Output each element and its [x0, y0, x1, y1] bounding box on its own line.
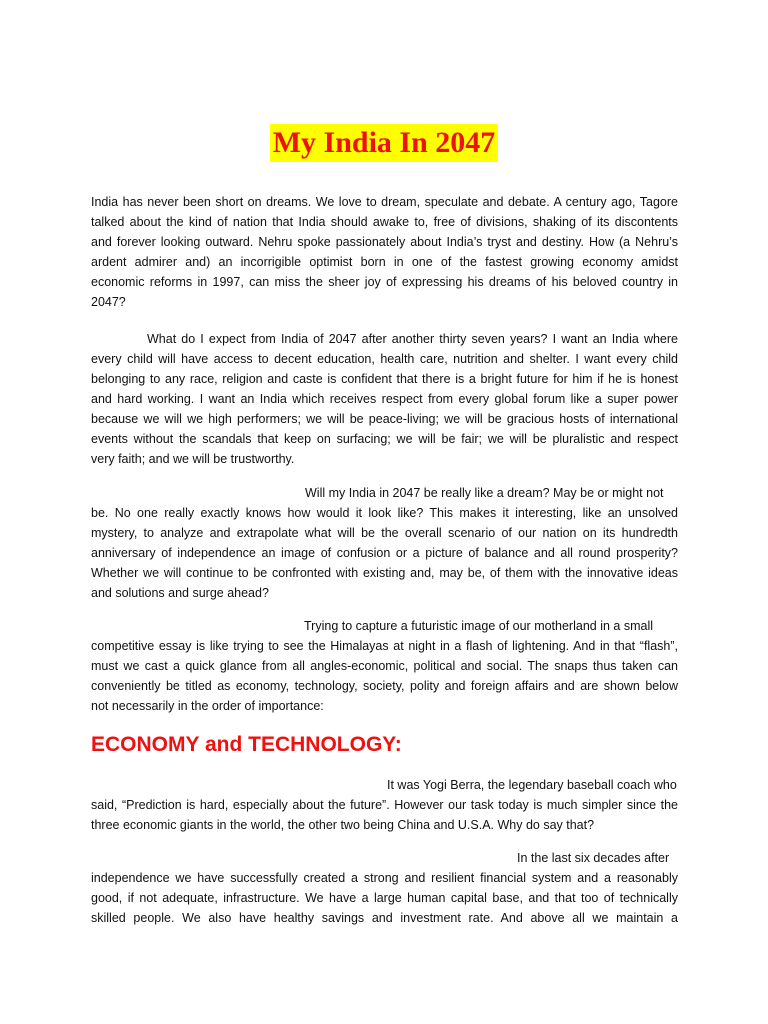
text-line: What do I expect from India of 2047 after another thirty seven years? I want an India where: [147, 332, 678, 346]
text-line: Will my India in 2047 be really like a dream? May be or might not: [305, 486, 664, 500]
text-line: mystery, to analyze and extrapolate what will be the overall scenario of our nation on its hundredth: [91, 526, 678, 540]
text-line: anniversary of independence an image of confusion or a picture of balance and all round prosperity?: [91, 546, 678, 560]
title-container: [0, 124, 768, 162]
text-line: because we will we high performers; we will be peace-living; we will be gracious hosts of international: [91, 412, 678, 426]
text-line: belonging to any race, religion and caste is confident that there is a bright future for him if he is honest: [91, 372, 678, 386]
text-line: must we cast a quick glance from all angles-economic, political and social. The snaps thus taken can: [91, 659, 678, 673]
text-line: and solutions and surge ahead?: [91, 586, 269, 600]
text-line: talked about the kind of nation that India should awake to, free of divisions, shaking of its discontents: [91, 215, 678, 229]
text-line: Whether we will continue to be confronted with existing and, may be, of them with the innovative ideas: [91, 566, 678, 580]
text-line: events without the scandals that keep on surfacing; we will be fair; we will be pluralistic and respect: [91, 432, 678, 446]
text-line: independence we have successfully created a strong and resilient financial system and a reasonably: [91, 871, 678, 885]
text-line: said, “Prediction is hard, especially about the future”. However our task today is much simpler since the: [91, 798, 678, 812]
paragraph-expectations: [91, 329, 678, 469]
text-line: very faith; and we will be trustworthy.: [91, 452, 295, 466]
paragraph-intro: [91, 192, 678, 312]
text-line: be. No one really exactly knows how would it look like? This makes it interesting, like an unsolved: [91, 506, 678, 520]
text-line: skilled people. We also have healthy savings and investment rate. And above all we maintain a: [91, 911, 678, 925]
paragraph-prediction: [91, 775, 678, 835]
text-line: In the last six decades after: [517, 851, 670, 865]
text-line: Trying to capture a futuristic image of our motherland in a small: [304, 619, 653, 633]
text-line: and forever looking outward. Nehru spoke passionately about India’s tryst and destiny. How (a Nehru’s: [91, 235, 678, 249]
text-line: ardent admirer and) an incorrigible optimist born in one of the fastest growing economy amidst: [91, 255, 678, 269]
section-heading: ECONOMY and TECHNOLOGY:: [91, 733, 402, 756]
document-title: My India In 2047: [270, 124, 499, 162]
text-line: good, if not adequate, infrastructure. We have a large human capital base, and that too of technically: [91, 891, 678, 905]
text-line: competitive essay is like trying to see the Himalayas at night in a flash of lightening. And in that “flash”,: [91, 639, 678, 653]
text-line: three economic giants in the world, the other two being China and U.S.A. Why do say that?: [91, 818, 595, 832]
text-line: It was Yogi Berra, the legendary baseball coach who: [387, 778, 677, 792]
paragraph-dream: [91, 483, 678, 603]
text-line: every child will have access to decent education, health care, nutrition and shelter. I want every child: [91, 352, 678, 366]
text-line: and hard working. I want an India which receives respect from every global forum like a super power: [91, 392, 678, 406]
paragraph-capture: [91, 616, 678, 716]
text-line: economic reforms in 1997, can miss the sheer joy of expressing his dreams of his beloved country in: [91, 275, 678, 289]
text-line: India has never been short on dreams. We love to dream, speculate and debate. A century ago, Tagore: [91, 195, 678, 209]
text-line: conveniently be titled as economy, technology, society, polity and foreign affairs and are shown below: [91, 679, 678, 693]
text-line: not necessarily in the order of importance:: [91, 699, 324, 713]
text-line: 2047?: [91, 295, 126, 309]
paragraph-decades: [91, 848, 678, 928]
